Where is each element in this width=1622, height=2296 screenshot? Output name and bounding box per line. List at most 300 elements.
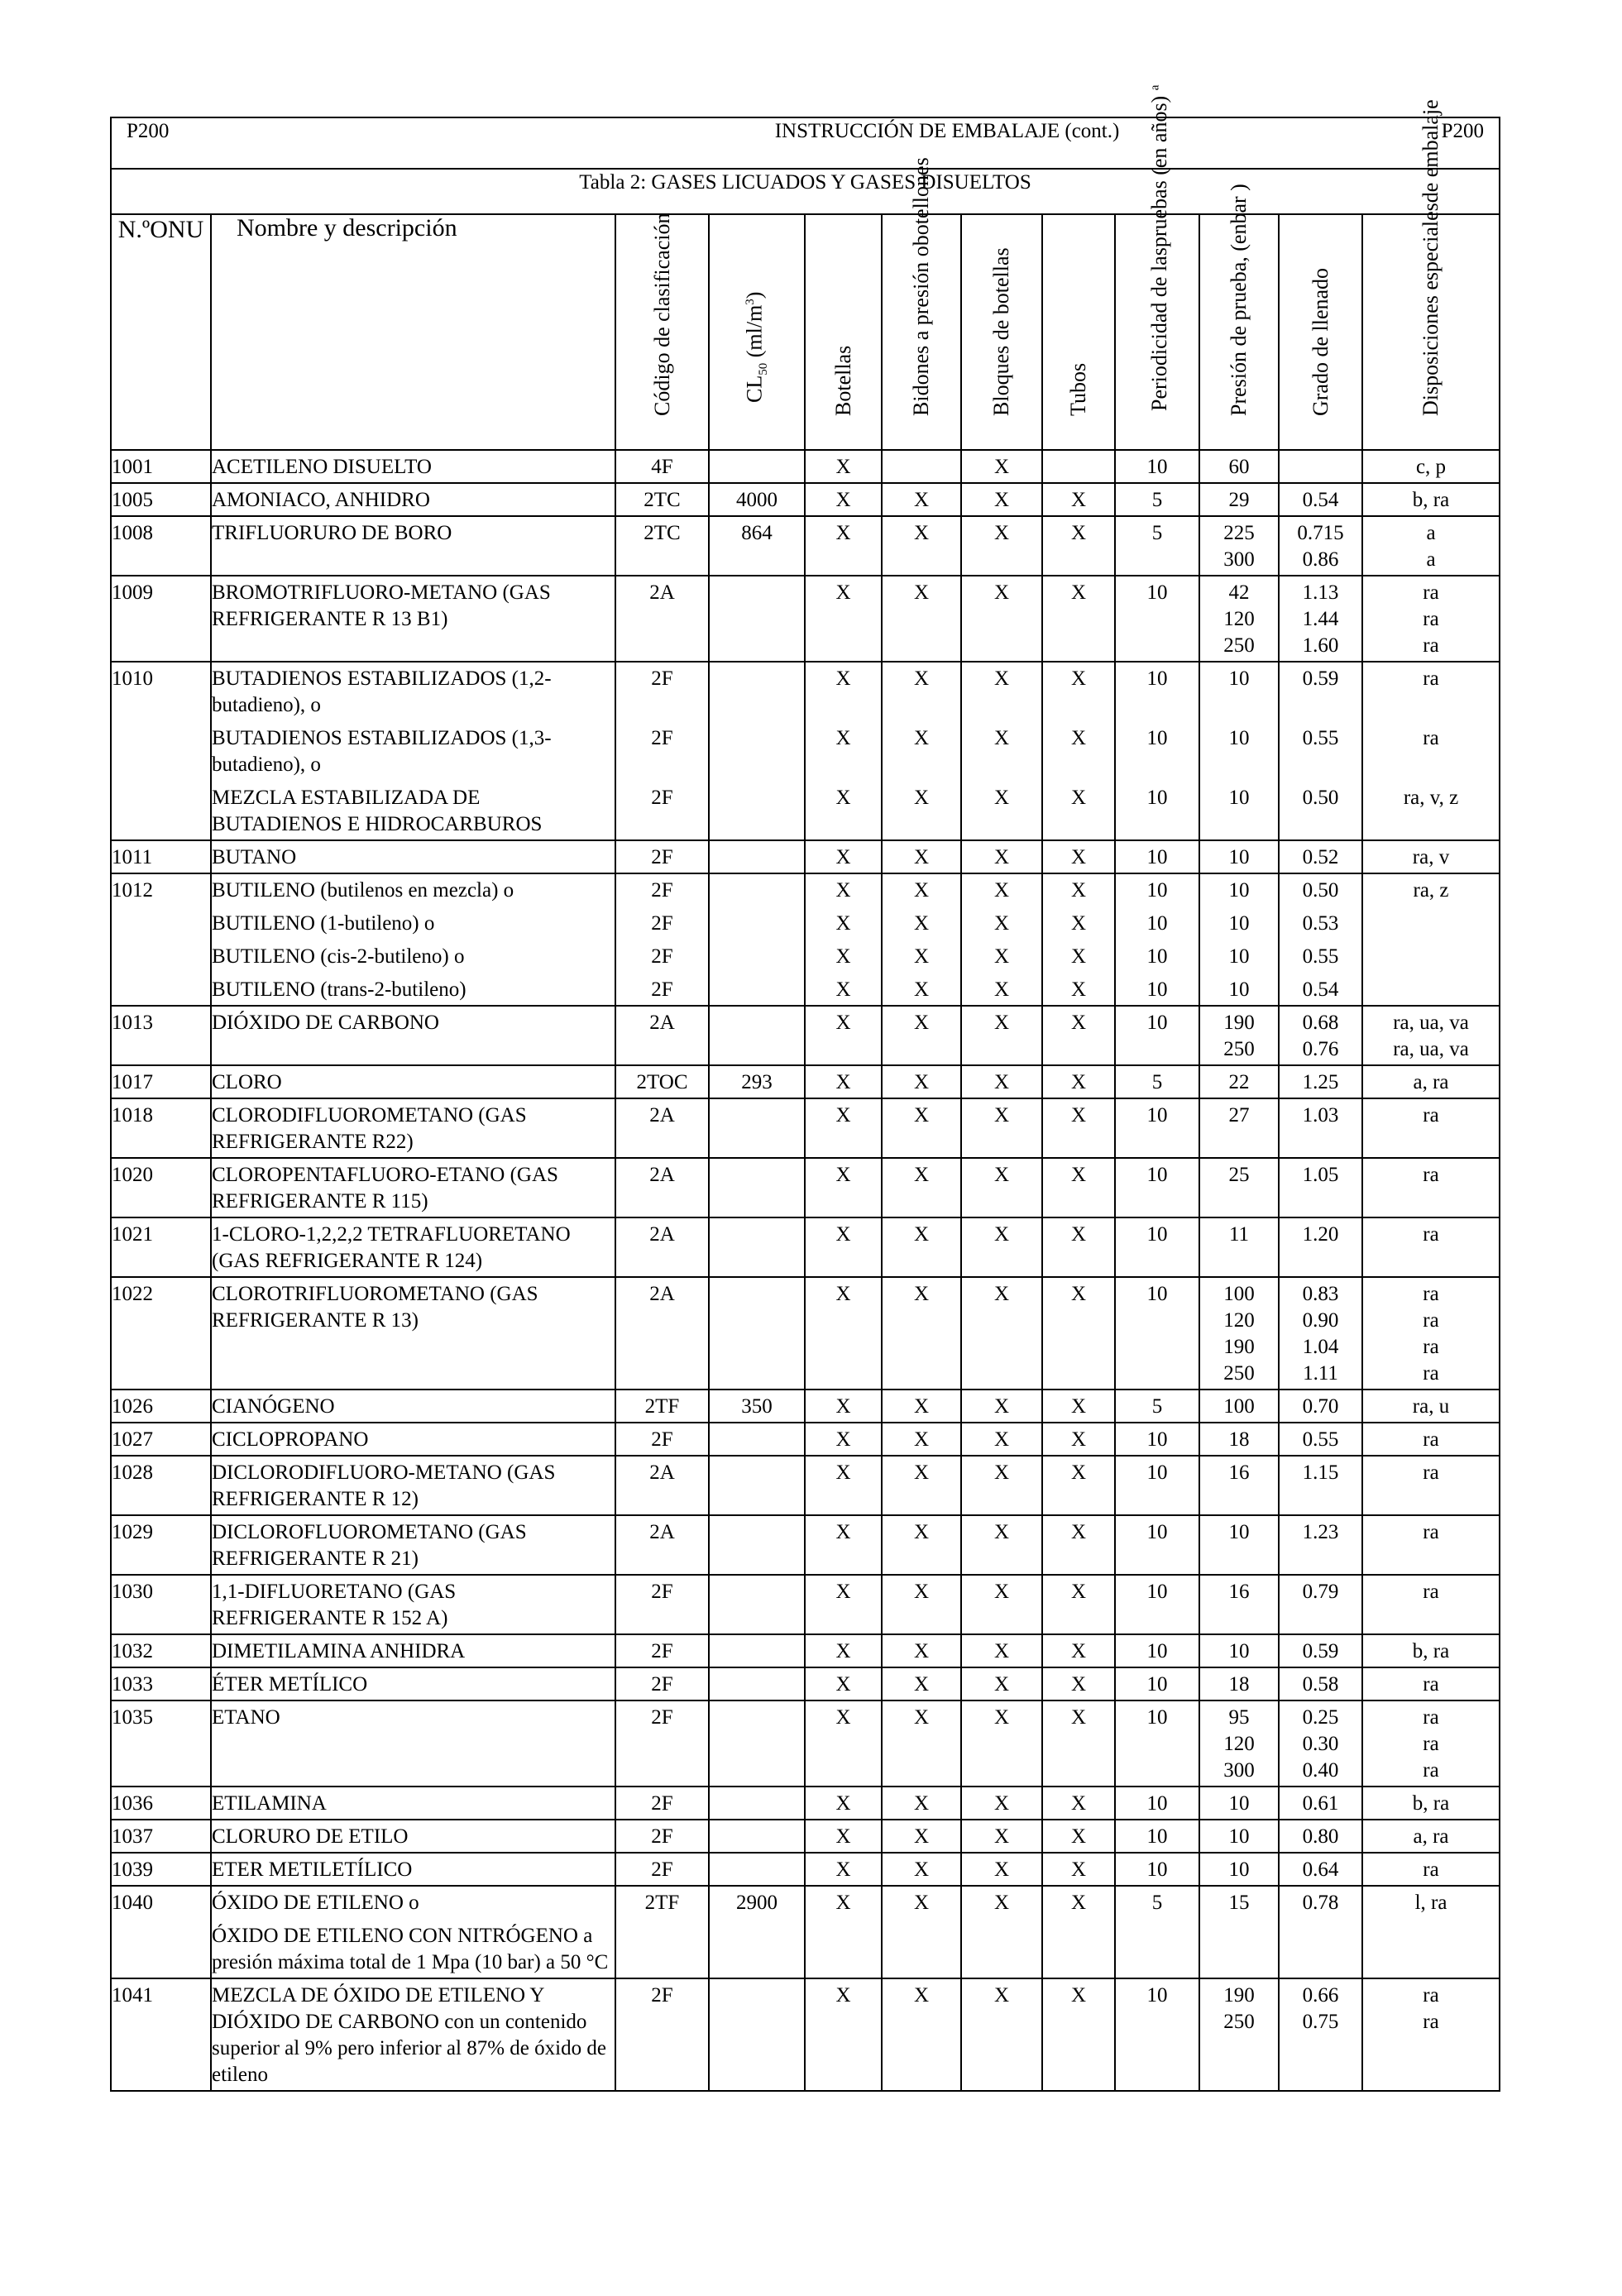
cell-onu: 1029 <box>111 1515 211 1575</box>
cell-code: 2F <box>615 1667 709 1700</box>
cell-botellas: X <box>805 1515 882 1575</box>
name-line: BROMOTRIFLUORO-METANO (GAS REFRIGERANTE R 13 B1) <box>212 581 551 630</box>
cell-code: 2TC <box>615 516 709 576</box>
cell-periodicidad: 5 <box>1115 516 1199 576</box>
cell-bidones: X <box>882 1700 961 1787</box>
col-onu: N.ºONU <box>111 214 211 450</box>
name-line: MEZCLA DE ÓXIDO DE ETILENO Y DIÓXIDO DE CARBONO con un contenido superior al 9% pero inferior al 87% de óxido de etileno <box>212 1984 606 2086</box>
cell-disposiciones: ra, z <box>1362 873 1500 1006</box>
table-row <box>111 1575 1500 1634</box>
cell-cl50 <box>709 873 805 1006</box>
cell-bloques: X <box>961 1820 1042 1853</box>
column-header-row <box>111 214 1500 450</box>
cell-nombre <box>211 1515 615 1575</box>
cell-tubos: X <box>1042 1423 1115 1456</box>
cell-nombre <box>211 1978 615 2091</box>
cell-presion: 10 <box>1199 1853 1279 1886</box>
name-line: CLOROTRIFLUOROMETANO (GAS REFRIGERANTE R 13) <box>212 1283 538 1332</box>
cell-periodicidad: 10 <box>1115 1700 1199 1787</box>
cell-onu: 1022 <box>111 1277 211 1390</box>
cell-code: 2F <box>615 1423 709 1456</box>
cell-tubos: X <box>1042 1700 1115 1787</box>
cell-nombre <box>211 873 615 1006</box>
table-row <box>111 483 1500 516</box>
cell-presion: 225 300 <box>1199 516 1279 576</box>
cell-botellas: X <box>805 1886 882 1978</box>
cell-cl50 <box>709 1098 805 1158</box>
cell-periodicidad: 5 <box>1115 483 1199 516</box>
cell-grado: 0.83 0.90 1.04 1.11 <box>1279 1277 1362 1390</box>
table-row <box>111 662 1500 840</box>
cell-bloques: X <box>961 1886 1042 1978</box>
cell-botellas: X <box>805 1634 882 1667</box>
cell-bidones: X <box>882 1667 961 1700</box>
cell-grado: 0.52 <box>1279 840 1362 873</box>
cell-disposiciones: l, ra <box>1362 1886 1500 1978</box>
cell-bloques: X <box>961 1978 1042 2091</box>
name-line: ACETILENO DISUELTO <box>212 456 432 478</box>
cell-cl50 <box>709 1978 805 2091</box>
cell-onu: 1035 <box>111 1700 211 1787</box>
cell-onu: 1032 <box>111 1634 211 1667</box>
cell-grado: 0.58 <box>1279 1667 1362 1700</box>
cell-cl50 <box>709 1700 805 1787</box>
name-line: CIANÓGENO <box>212 1395 335 1418</box>
cell-bidones: X <box>882 1820 961 1853</box>
cell-grado: 0.715 0.86 <box>1279 516 1362 576</box>
cell-nombre <box>211 1787 615 1820</box>
cell-bidones: X <box>882 576 961 662</box>
cell-bidones: X <box>882 1217 961 1277</box>
cell-tubos: X X X <box>1042 662 1115 840</box>
col-nombre: Nombre y descripción <box>211 214 615 450</box>
cell-bidones: X <box>882 1515 961 1575</box>
cell-botellas: X <box>805 840 882 873</box>
cell-cl50 <box>709 1667 805 1700</box>
cell-tubos <box>1042 450 1115 483</box>
cell-presion: 18 <box>1199 1667 1279 1700</box>
table-row <box>111 1515 1500 1575</box>
name-line: CLORO <box>212 1071 282 1093</box>
cell-onu: 1009 <box>111 576 211 662</box>
cell-tubos: X <box>1042 576 1115 662</box>
cell-bloques: X <box>961 1390 1042 1423</box>
name-line: TRIFLUORURO DE BORO <box>212 522 452 544</box>
cell-disposiciones: a a <box>1362 516 1500 576</box>
cell-grado: 1.13 1.44 1.60 <box>1279 576 1362 662</box>
cell-disposiciones: ra <box>1362 1158 1500 1217</box>
cell-periodicidad: 10 <box>1115 1978 1199 2091</box>
col-periodicidad: Periodicidad de laspruebas (en años) $^a$ <box>1115 214 1199 450</box>
cell-cl50 <box>709 1456 805 1515</box>
cell-bloques: X <box>961 1787 1042 1820</box>
cell-tubos: X <box>1042 1820 1115 1853</box>
cell-nombre <box>211 483 615 516</box>
cell-cl50: 2900 <box>709 1886 805 1978</box>
cell-grado <box>1279 450 1362 483</box>
cell-bloques: X <box>961 516 1042 576</box>
cell-bidones: X <box>882 1853 961 1886</box>
table-row <box>111 1853 1500 1886</box>
cell-presion: 10 <box>1199 1787 1279 1820</box>
cell-presion: 25 <box>1199 1158 1279 1217</box>
cell-cl50 <box>709 450 805 483</box>
cell-cl50: 4000 <box>709 483 805 516</box>
cell-code: 2F <box>615 1634 709 1667</box>
cell-tubos: X <box>1042 483 1115 516</box>
cell-grado: 1.25 <box>1279 1065 1362 1098</box>
cell-periodicidad: 5 <box>1115 1065 1199 1098</box>
cell-nombre <box>211 662 615 840</box>
cell-code: 2TC <box>615 483 709 516</box>
cell-cl50 <box>709 1158 805 1217</box>
cell-presion: 10 <box>1199 1634 1279 1667</box>
cell-disposiciones: ra ra <box>1362 1978 1500 2091</box>
cell-bloques: X <box>961 1065 1042 1098</box>
cell-tubos: X X X X <box>1042 873 1115 1006</box>
cell-grado: 1.23 <box>1279 1515 1362 1575</box>
cell-periodicidad: 10 <box>1115 1787 1199 1820</box>
cell-tubos: X <box>1042 1390 1115 1423</box>
cell-bloques: X <box>961 1634 1042 1667</box>
cell-grado: 0.25 0.30 0.40 <box>1279 1700 1362 1787</box>
cell-onu: 1027 <box>111 1423 211 1456</box>
cell-nombre <box>211 1456 615 1515</box>
cell-cl50 <box>709 1277 805 1390</box>
table-row <box>111 1065 1500 1098</box>
cell-grado: 0.70 <box>1279 1390 1362 1423</box>
cell-disposiciones: ra, v <box>1362 840 1500 873</box>
cell-code: 2A <box>615 1158 709 1217</box>
cell-presion: 95 120 300 <box>1199 1700 1279 1787</box>
cell-disposiciones: ra ra ra ra <box>1362 1277 1500 1390</box>
cell-presion: 22 <box>1199 1065 1279 1098</box>
cell-disposiciones: c, p <box>1362 450 1500 483</box>
cell-periodicidad: 10 <box>1115 1006 1199 1065</box>
cell-botellas: X <box>805 1575 882 1634</box>
cell-bidones: X <box>882 1098 961 1158</box>
cell-presion: 27 <box>1199 1098 1279 1158</box>
cell-disposiciones: ra <box>1362 1853 1500 1886</box>
col-botellas: Botellas <box>805 214 882 450</box>
cell-bidones: X <box>882 1006 961 1065</box>
name-line: CLORODIFLUOROMETANO (GAS REFRIGERANTE R22) <box>212 1104 527 1153</box>
cell-periodicidad: 10 <box>1115 1277 1199 1390</box>
cell-cl50 <box>709 1853 805 1886</box>
cell-bloques: X <box>961 1853 1042 1886</box>
cell-cl50 <box>709 1006 805 1065</box>
cell-nombre <box>211 1158 615 1217</box>
name-line: BUTILENO (trans-2-butileno) <box>212 978 467 1001</box>
cell-disposiciones: b, ra <box>1362 1634 1500 1667</box>
cell-grado: 1.15 <box>1279 1456 1362 1515</box>
cell-nombre <box>211 576 615 662</box>
table-row <box>111 840 1500 873</box>
cell-bloques: X X X X <box>961 873 1042 1006</box>
cell-grado: 1.20 <box>1279 1217 1362 1277</box>
cell-botellas: X <box>805 1700 882 1787</box>
cell-onu: 1020 <box>111 1158 211 1217</box>
cell-cl50 <box>709 1575 805 1634</box>
cell-periodicidad: 10 <box>1115 576 1199 662</box>
cell-botellas: X <box>805 1158 882 1217</box>
cell-botellas: X <box>805 576 882 662</box>
table-row <box>111 1787 1500 1820</box>
cell-cl50: 864 <box>709 516 805 576</box>
cell-tubos: X <box>1042 840 1115 873</box>
table-subtitle: Tabla 2: GASES LICUADOS Y GASES DISUELTOS <box>111 169 1500 214</box>
cell-nombre <box>211 1700 615 1787</box>
name-line: DICLORODIFLUORO-METANO (GAS REFRIGERANTE R 12) <box>212 1461 556 1510</box>
cell-onu: 1008 <box>111 516 211 576</box>
col-tubos: Tubos <box>1042 214 1115 450</box>
name-line: BUTILENO (1-butileno) o <box>212 912 435 935</box>
cell-presion: 10 10 10 10 <box>1199 873 1279 1006</box>
cell-disposiciones: ra ra ra, v, z <box>1362 662 1500 840</box>
cell-code: 2F 2F 2F 2F <box>615 873 709 1006</box>
table-row <box>111 1390 1500 1423</box>
header-row <box>111 117 1500 169</box>
cell-cl50: 350 <box>709 1390 805 1423</box>
cell-botellas: X <box>805 1820 882 1853</box>
cell-cl50 <box>709 576 805 662</box>
cell-nombre <box>211 450 615 483</box>
name-line: BUTILENO (butilenos en mezcla) o <box>212 879 514 902</box>
cell-cl50: 293 <box>709 1065 805 1098</box>
cell-botellas: X <box>805 1390 882 1423</box>
cell-periodicidad: 10 <box>1115 840 1199 873</box>
cell-bidones: X <box>882 1158 961 1217</box>
cell-tubos: X <box>1042 1853 1115 1886</box>
cell-grado: 1.05 <box>1279 1158 1362 1217</box>
page-title: INSTRUCCIÓN DE EMBALAJE (cont.) <box>615 117 1279 169</box>
cell-bidones: X <box>882 1886 961 1978</box>
cell-tubos: X <box>1042 1065 1115 1098</box>
cell-disposiciones: ra <box>1362 1098 1500 1158</box>
cell-botellas: X <box>805 1978 882 2091</box>
cell-tubos: X <box>1042 1634 1115 1667</box>
table-row <box>111 1158 1500 1217</box>
cell-periodicidad: 10 <box>1115 1634 1199 1667</box>
cell-tubos: X <box>1042 1217 1115 1277</box>
cell-onu: 1001 <box>111 450 211 483</box>
cell-onu: 1041 <box>111 1978 211 2091</box>
cell-botellas: X X X X <box>805 873 882 1006</box>
name-line: ETER METILETÍLICO <box>212 1858 413 1881</box>
cell-bloques: X <box>961 1098 1042 1158</box>
cell-botellas: X <box>805 450 882 483</box>
cell-onu: 1037 <box>111 1820 211 1853</box>
cell-tubos: X <box>1042 1575 1115 1634</box>
name-line: AMONIACO, ANHIDRO <box>212 489 430 511</box>
cell-code: 2A <box>615 1098 709 1158</box>
cell-disposiciones: ra <box>1362 1667 1500 1700</box>
cell-grado: 0.59 <box>1279 1634 1362 1667</box>
cell-onu: 1005 <box>111 483 211 516</box>
cell-bloques: X <box>961 1700 1042 1787</box>
table-row <box>111 1700 1500 1787</box>
col-disposiciones: Disposiciones especialesde embalaje <box>1362 214 1500 450</box>
cell-bidones: X <box>882 1390 961 1423</box>
code-right: P200 <box>1279 117 1500 169</box>
cell-nombre <box>211 1217 615 1277</box>
cell-presion: 11 <box>1199 1217 1279 1277</box>
cell-botellas: X <box>805 1423 882 1456</box>
cell-bloques: X <box>961 576 1042 662</box>
col-cl50: $CL_{50}$ $(ml/m^3)$ <box>709 214 805 450</box>
cell-bidones: X <box>882 1978 961 2091</box>
cell-cl50 <box>709 1634 805 1667</box>
cell-botellas: X <box>805 1217 882 1277</box>
cell-onu: 1013 <box>111 1006 211 1065</box>
table-row <box>111 1634 1500 1667</box>
name-line: BUTILENO (cis-2-butileno) o <box>212 945 465 968</box>
name-line: DIMETILAMINA ANHIDRA <box>212 1640 466 1662</box>
cell-code: 2A <box>615 1456 709 1515</box>
cell-disposiciones: ra ra ra <box>1362 576 1500 662</box>
cell-code: 2TF <box>615 1886 709 1978</box>
name-line: ÉTER METÍLICO <box>212 1673 368 1696</box>
cell-presion: 100 <box>1199 1390 1279 1423</box>
table-row <box>111 873 1500 1006</box>
cell-disposiciones: ra <box>1362 1423 1500 1456</box>
cell-onu: 1039 <box>111 1853 211 1886</box>
cell-code: 2F <box>615 1787 709 1820</box>
cell-disposiciones: ra <box>1362 1217 1500 1277</box>
cell-code: 2F <box>615 1853 709 1886</box>
cell-bloques: X <box>961 1575 1042 1634</box>
cell-bloques: X <box>961 1456 1042 1515</box>
cell-periodicidad: 10 <box>1115 1820 1199 1853</box>
cell-presion: 29 <box>1199 483 1279 516</box>
cell-bidones: X <box>882 1065 961 1098</box>
table-row <box>111 450 1500 483</box>
name-line: 1,1-DIFLUORETANO (GAS REFRIGERANTE R 152 A) <box>212 1581 457 1629</box>
cell-presion: 15 <box>1199 1886 1279 1978</box>
cell-disposiciones: ra <box>1362 1575 1500 1634</box>
cell-bidones: X X X X <box>882 873 961 1006</box>
cell-grado: 0.64 <box>1279 1853 1362 1886</box>
cell-tubos: X <box>1042 1978 1115 2091</box>
cell-botellas: X <box>805 1787 882 1820</box>
cell-grado: 0.78 <box>1279 1886 1362 1978</box>
cell-disposiciones: a, ra <box>1362 1820 1500 1853</box>
cell-code: 2A <box>615 1217 709 1277</box>
cell-presion: 100 120 190 250 <box>1199 1277 1279 1390</box>
cell-grado: 0.55 <box>1279 1423 1362 1456</box>
col-bloques: Bloques de botellas <box>961 214 1042 450</box>
cell-code: 2A <box>615 576 709 662</box>
cell-periodicidad: 10 <box>1115 1423 1199 1456</box>
cell-botellas: X <box>805 1065 882 1098</box>
name-line: CICLOPROPANO <box>212 1428 369 1451</box>
cell-presion: 190 250 <box>1199 1978 1279 2091</box>
cell-cl50 <box>709 840 805 873</box>
name-line: CLORURO DE ETILO <box>212 1825 409 1848</box>
cell-bidones: X <box>882 1634 961 1667</box>
cell-botellas: X <box>805 1277 882 1390</box>
cell-periodicidad: 5 <box>1115 1390 1199 1423</box>
cell-periodicidad: 10 <box>1115 450 1199 483</box>
cell-tubos: X <box>1042 1098 1115 1158</box>
name-line: DICLOROFLUOROMETANO (GAS REFRIGERANTE R 21) <box>212 1521 527 1570</box>
cell-onu: 1040 <box>111 1886 211 1978</box>
cell-disposiciones: b, ra <box>1362 1787 1500 1820</box>
cell-bloques: X <box>961 1217 1042 1277</box>
cell-grado: 0.54 <box>1279 483 1362 516</box>
table-row <box>111 516 1500 576</box>
cell-disposiciones: a, ra <box>1362 1065 1500 1098</box>
cell-nombre <box>211 1423 615 1456</box>
cell-botellas: X <box>805 1006 882 1065</box>
cell-presion: 10 <box>1199 1820 1279 1853</box>
cell-tubos: X <box>1042 516 1115 576</box>
cell-disposiciones: ra <box>1362 1515 1500 1575</box>
cell-presion: 190 250 <box>1199 1006 1279 1065</box>
cell-bloques: X <box>961 1158 1042 1217</box>
cell-presion: 10 <box>1199 840 1279 873</box>
cell-cl50 <box>709 1820 805 1853</box>
cell-periodicidad: 10 <box>1115 1217 1199 1277</box>
cell-presion: 10 10 10 <box>1199 662 1279 840</box>
packing-instruction-table <box>110 84 1500 2092</box>
cell-code: 2F <box>615 1978 709 2091</box>
table-row <box>111 1098 1500 1158</box>
cell-code: 2F <box>615 840 709 873</box>
cell-code: 2F 2F 2F <box>615 662 709 840</box>
cell-grado: 1.03 <box>1279 1098 1362 1158</box>
cell-periodicidad: 10 <box>1115 1515 1199 1575</box>
cell-nombre <box>211 1098 615 1158</box>
cell-bloques: X X X <box>961 662 1042 840</box>
cell-botellas: X X X <box>805 662 882 840</box>
cell-code: 2A <box>615 1006 709 1065</box>
cell-onu: 1012 <box>111 873 211 1006</box>
cell-cl50 <box>709 1787 805 1820</box>
cell-nombre <box>211 1820 615 1853</box>
table-row <box>111 1456 1500 1515</box>
cell-tubos: X <box>1042 1886 1115 1978</box>
cell-nombre <box>211 1575 615 1634</box>
col-codigo: Código de clasificación <box>615 214 709 450</box>
cell-bloques: X <box>961 1423 1042 1456</box>
cell-periodicidad: 10 <box>1115 1853 1199 1886</box>
cell-bloques: X <box>961 450 1042 483</box>
cell-code: 2TF <box>615 1390 709 1423</box>
cell-grado: 0.68 0.76 <box>1279 1006 1362 1065</box>
cell-nombre <box>211 1853 615 1886</box>
cell-code: 2F <box>615 1700 709 1787</box>
cell-onu: 1017 <box>111 1065 211 1098</box>
cell-nombre <box>211 1634 615 1667</box>
cell-tubos: X <box>1042 1006 1115 1065</box>
cell-nombre <box>211 1667 615 1700</box>
cell-botellas: X <box>805 1667 882 1700</box>
cell-bloques: X <box>961 1006 1042 1065</box>
cell-botellas: X <box>805 1456 882 1515</box>
cell-onu: 1021 <box>111 1217 211 1277</box>
cell-code: 4F <box>615 450 709 483</box>
cell-nombre <box>211 1277 615 1390</box>
table-row <box>111 1667 1500 1700</box>
cell-grado: 0.61 <box>1279 1787 1362 1820</box>
col-grado: Grado de llenado <box>1279 214 1362 450</box>
cell-presion: 16 <box>1199 1575 1279 1634</box>
cell-nombre <box>211 1006 615 1065</box>
cell-onu: 1028 <box>111 1456 211 1515</box>
cell-nombre <box>211 516 615 576</box>
name-line: BUTADIENOS ESTABILIZADOS (1,3-butadieno), o <box>212 727 552 776</box>
